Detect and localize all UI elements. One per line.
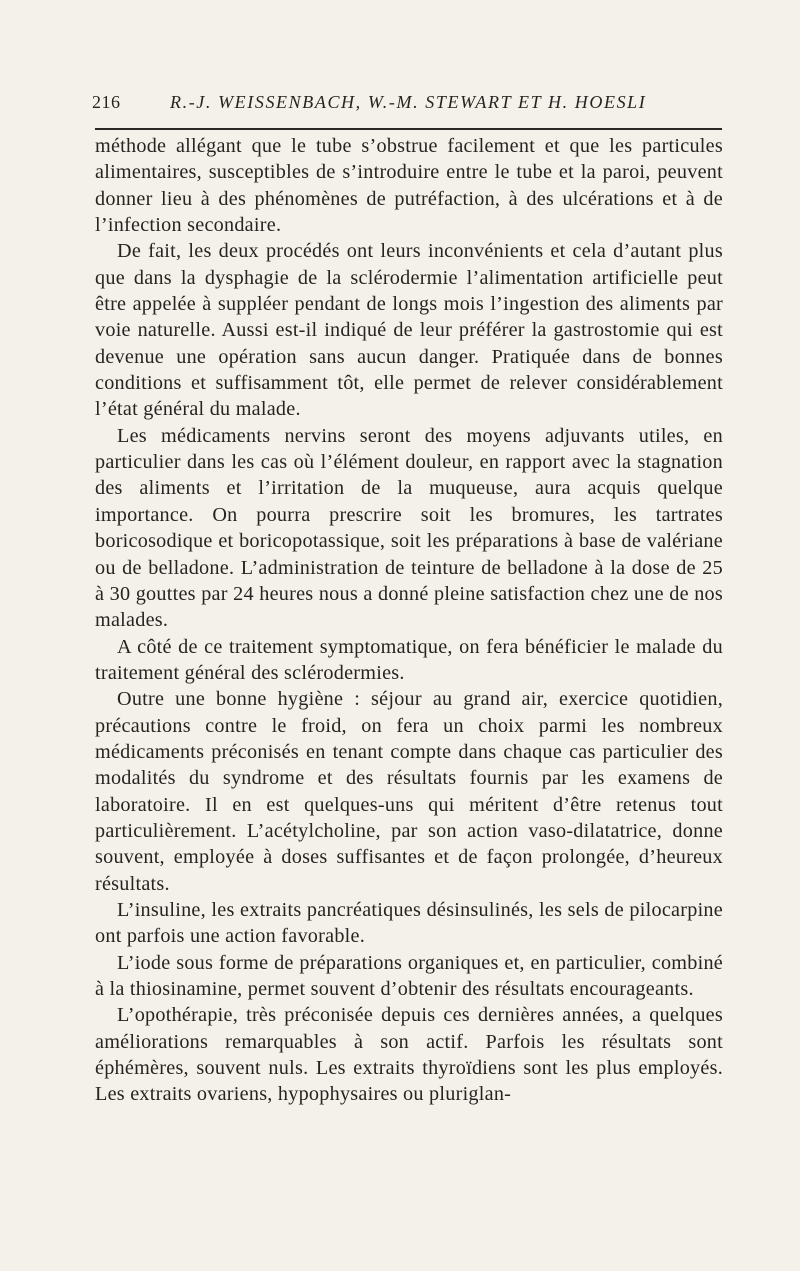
header-authors: R.-J. WEISSENBACH, W.-M. STEWART ET H. HOESLI <box>170 92 647 112</box>
body-text <box>95 133 723 1108</box>
paragraph: méthode allégant que le tube s’obstrue facilement et que les particules alimentaires, susceptibles de s’introduire entre le tube et la paroi, peuvent donner lieu à des phénomènes de putréfaction, à des ulcérations et à de l’infection secondaire. <box>95 135 723 237</box>
header-rule <box>95 128 722 130</box>
paragraph: L’iode sous forme de préparations organiques et, en particulier, combiné à la thiosinamine, permet souvent d’obtenir des résultats encourageants. <box>95 951 723 1000</box>
running-head <box>92 92 722 120</box>
paragraph: De fait, les deux procédés ont leurs inconvénients et cela d’autant plus que dans la dysphagie de la sclérodermie l’alimentation artificielle peut être appelée à suppléer pendant de longs mois l’ingestion des aliments par voie naturelle. Aussi est-il indiqué de leur préférer la gastrostomie qui est devenue une opération sans aucun danger. Pratiquée dans de bonnes conditions et suffisamment tôt, elle permet de relever considérablement l’état général du malade. <box>95 240 723 421</box>
paragraph: A côté de ce traitement symptomatique, on fera bénéficier le malade du traitement général des sclérodermies. <box>95 635 723 684</box>
paragraph: Outre une bonne hygiène : séjour au grand air, exercice quotidien, précautions contre le froid, on fera un choix parmi les nombreux médicaments préconisés en tenant compte dans chaque cas particulier des modalités du syndrome et des résultats fournis par les examens de laboratoire. Il en est quelques-uns qui méritent d’être retenus tout particulièrement. L’acétylcholine, par son action vaso-dilatatrice, donne souvent, employée à doses suffisantes et de façon prolongée, d’heureux résultats. <box>95 688 723 895</box>
paragraph: L’opothérapie, très préconisée depuis ces dernières années, a quelques améliorations remarquables à son actif. Parfois les résultats sont éphémères, souvent nuls. Les extraits thyroïdiens sont les plus employés. Les extraits ovariens, hypophysaires ou pluriglan- <box>95 1004 723 1106</box>
page-number: 216 <box>92 92 121 112</box>
paragraph: L’insuline, les extraits pancréatiques désinsulinés, les sels de pilocarpine ont parfois une action favorable. <box>95 898 723 948</box>
paragraph: Les médicaments nervins seront des moyens adjuvants utiles, en particulier dans les cas où l’élément douleur, en rapport avec la stagnation des aliments et l’irritation de la muqueuse, aura acquis quelque importance. On pourra prescrire soit les bromures, les tartrates boricosodique et boricopotassique, soit les préparations à base de valériane ou de belladone. L’administration de teinture de belladone à la dose de 25 à 30 gouttes par 24 heures nous a donné pleine satisfaction chez une de nos malades. <box>95 424 723 632</box>
